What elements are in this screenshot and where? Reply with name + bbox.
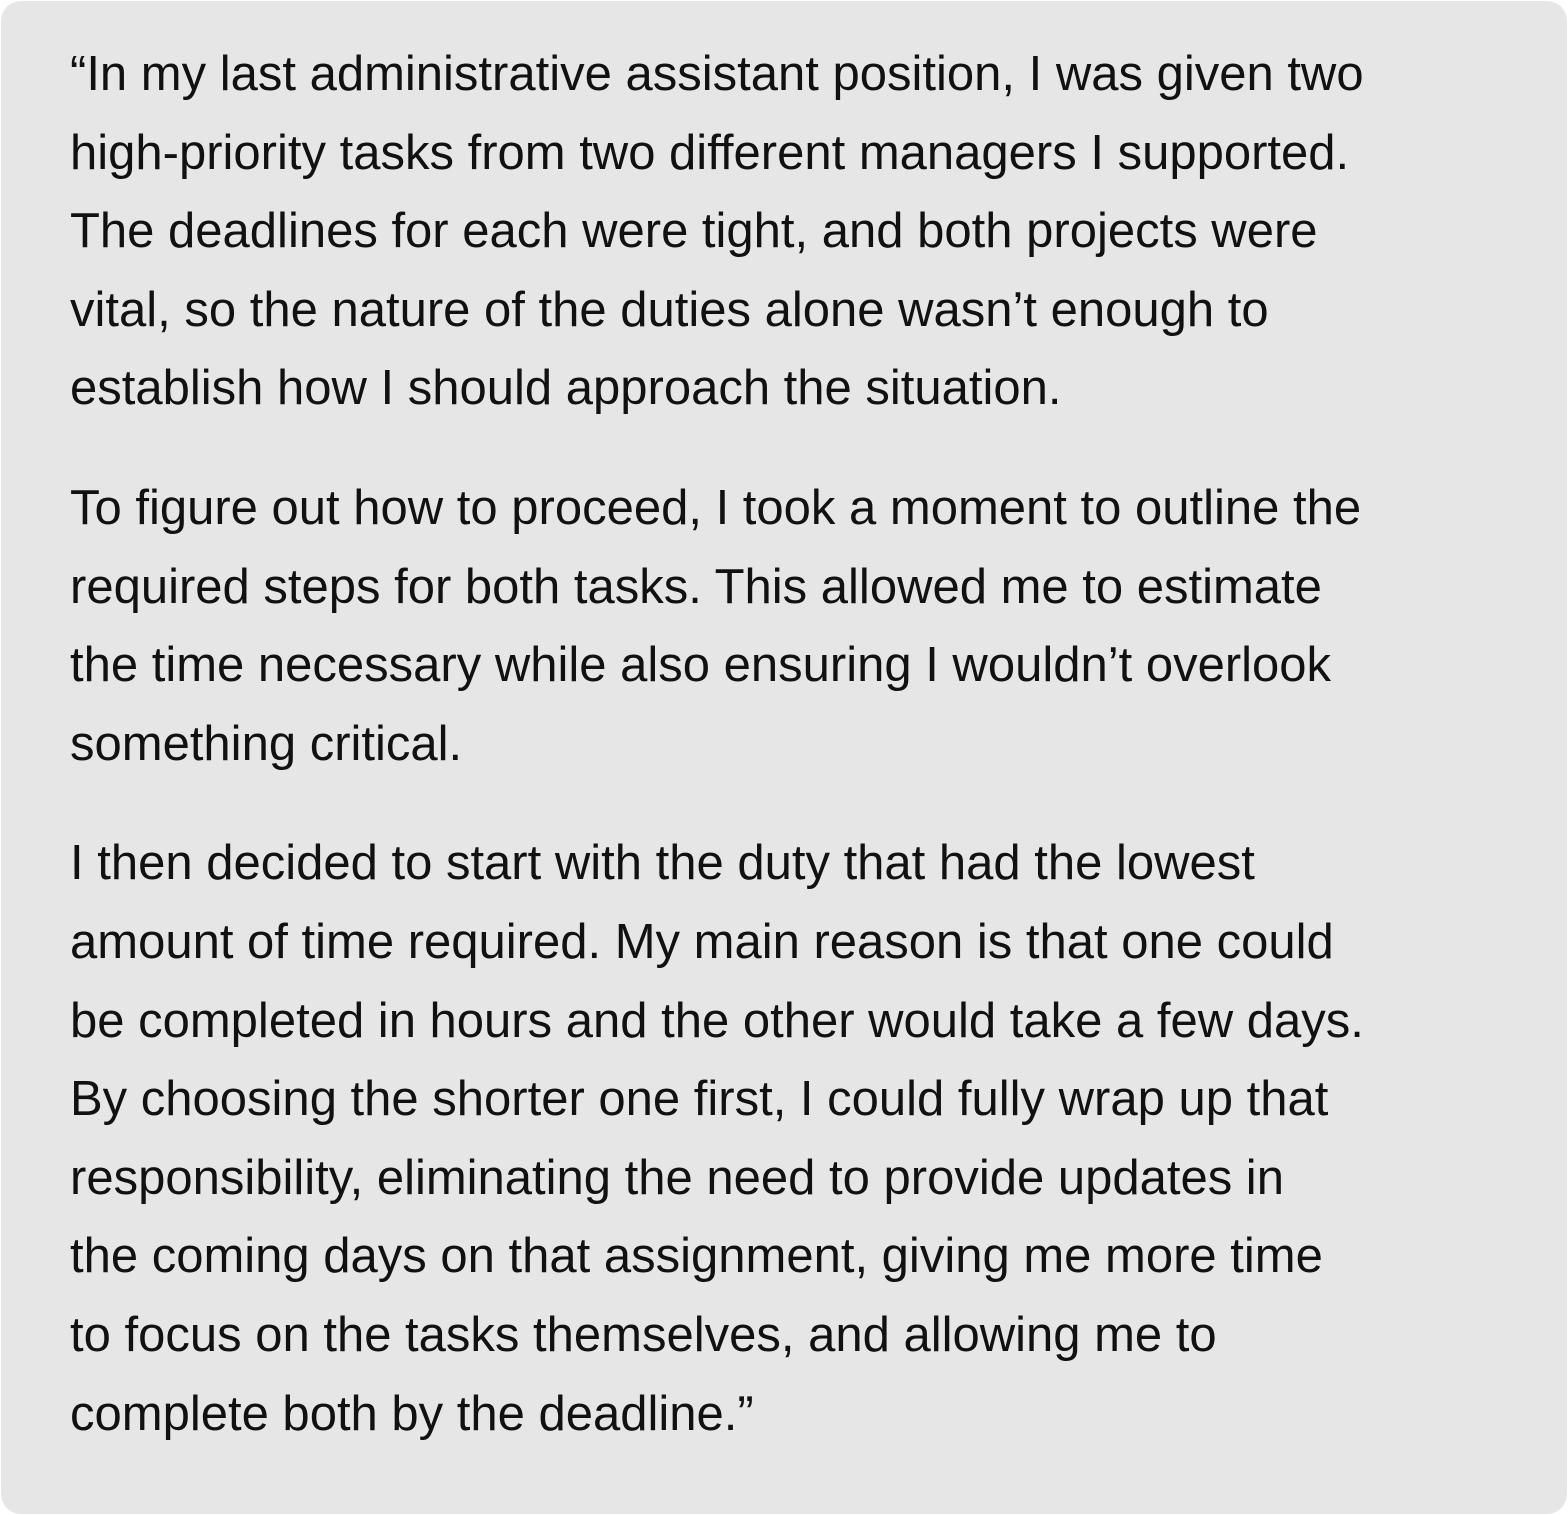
text-line: “In my last administrative assistant position, I was given two (70, 47, 1364, 101)
text-line: the coming days on that assignment, giving me more time (70, 1229, 1323, 1284)
text-line: the time necessary while also ensuring I wouldn’t overlook (70, 638, 1332, 693)
quote-paragraph-3 (70, 824, 1527, 1453)
text-line: I then decided to start with the duty that had the lowest (70, 836, 1255, 891)
text-line: By choosing the shorter one first, I could fully wrap up that (70, 1072, 1329, 1127)
text-line: establish how I should approach the situation. (70, 361, 1062, 416)
text-line: high-priority tasks from two different managers I supported. (70, 125, 1350, 180)
text-line: be completed in hours and the other would take a few days. (70, 993, 1364, 1048)
text-line: required steps for both tasks. This allowed me to estimate (70, 559, 1322, 614)
quote-paragraph-2 (70, 469, 1527, 783)
text-line: vital, so the nature of the duties alone wasn’t enough to (70, 282, 1269, 337)
text-line: The deadlines for each were tight, and both projects were (70, 204, 1318, 259)
text-line: to focus on the tasks themselves, and allowing me to (70, 1307, 1217, 1362)
quote-paragraph-1 (70, 35, 1527, 428)
text-line: responsibility, eliminating the need to provide updates in (70, 1150, 1284, 1205)
text-line: complete both by the deadline.” (70, 1386, 754, 1441)
quote-card (1, 1, 1567, 1514)
text-line: To figure out how to proceed, I took a moment to outline the (70, 480, 1362, 535)
text-line: amount of time required. My main reason is that one could (70, 914, 1334, 969)
text-line: something critical. (70, 716, 463, 771)
